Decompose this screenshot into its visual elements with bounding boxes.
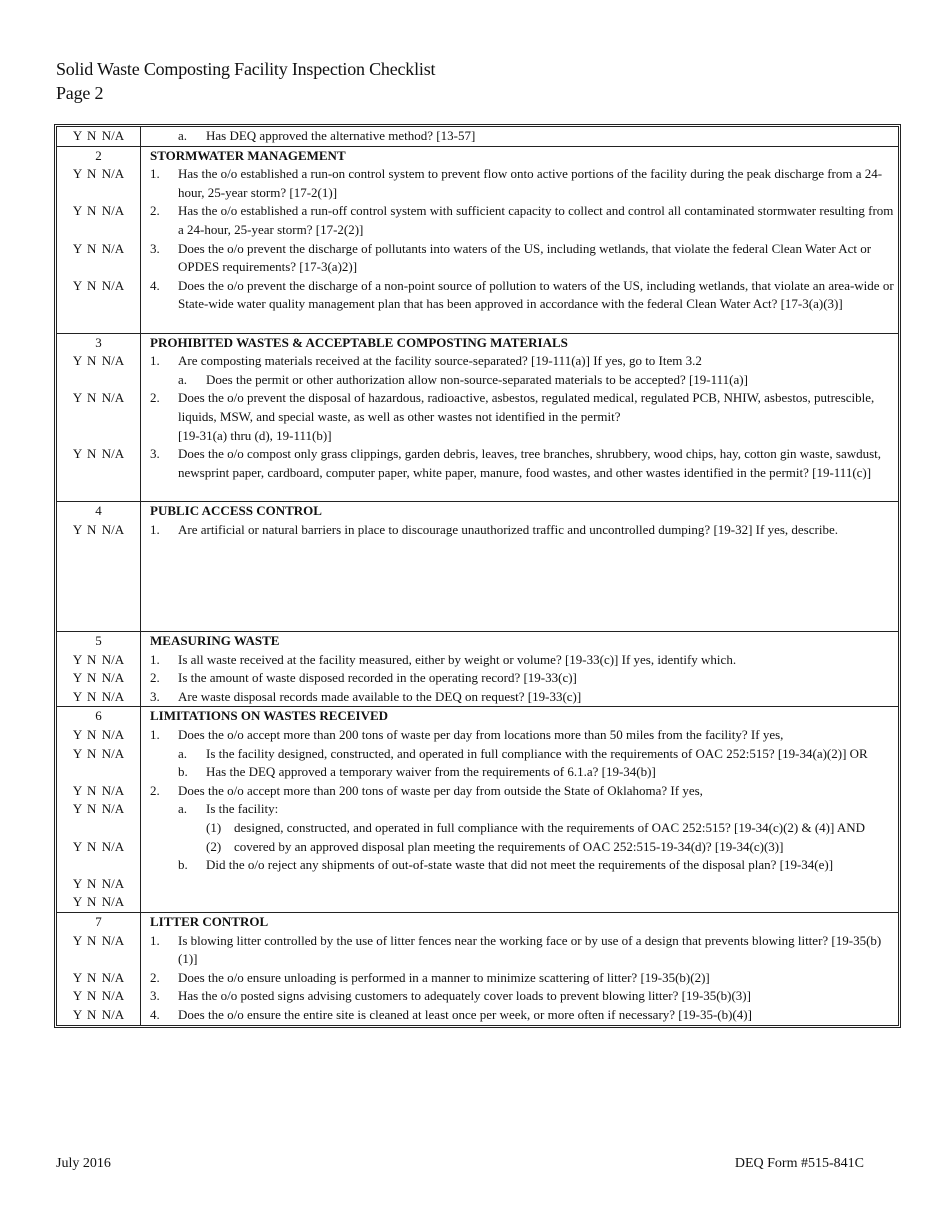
checklist-item: a. Has DEQ approved the alternative method? [13-57] xyxy=(178,128,476,143)
checklist-item: 4. Does the o/o prevent the discharge of a non-point source of pollution to waters of the US, including wetlands, that violate an area-wide or State-wide water quality management plan that has been approved in accordance with the federal Clean Water Act? [17-3(a)(3)] xyxy=(150,277,894,312)
checklist-item: 1. Does the o/o accept more than 200 tons of waste per day from locations more than 50 miles from the facility? If yes, xyxy=(150,727,784,743)
section-title: LIMITATIONS ON WASTES RECEIVED xyxy=(150,708,389,724)
checklist-item: 3. Does the o/o compost only grass clippings, garden debris, leaves, tree branches, shrubbery, wood chips, hay, cotton gin waste, sawdust, newsprint paper, cardboard, computer paper, white paper, manure, food wastes, and other wastes identified in the permit? [19-111(c)] xyxy=(150,446,882,480)
yn-options[interactable]: Y N N/A xyxy=(72,727,125,743)
yn-options[interactable]: Y N N/A xyxy=(72,240,125,256)
checklist-item: 1. Has the o/o established a run-on control system to prevent flow onto active portions of the facility during the peak discharge from a 24-hour, 25-year storm? [17-2(1)] xyxy=(150,166,883,200)
checklist-item: 2. Does the o/o ensure unloading is performed in a manner to minimize scattering of litter? [19-35(b)(2)] xyxy=(150,969,710,985)
section-title: PUBLIC ACCESS CONTROL xyxy=(150,502,322,518)
checklist-item: (1) designed, constructed, and operated in full compliance with the requirements of OAC 252:515? [19-34(c)(2) & (4)] AND xyxy=(206,820,866,836)
checklist-item: 1. Are artificial or natural barriers in place to discourage unauthorized traffic and uncontrolled dumping? [19-32] If yes, describe. xyxy=(150,521,838,537)
checklist-item: 1. Is blowing litter controlled by the use of litter fences near the working face or by use of a design that prevents blowing litter? [19-35(b)(1)] xyxy=(150,932,882,967)
yn-options[interactable]: Y N N/A xyxy=(72,969,125,985)
section-number: 2 xyxy=(95,147,102,163)
checklist-item: 4. Does the o/o ensure the entire site is cleaned at least once per week, or more often if necessary? [19-35-(b)(4)] xyxy=(150,1006,752,1022)
yn-options[interactable]: Y N N/A xyxy=(72,838,125,854)
yn-options[interactable]: Y N N/A xyxy=(72,651,125,667)
checklist-item-citation: [19-31(a) thru (d), 19-111(b)] xyxy=(178,427,332,443)
section-title: PROHIBITED WASTES & ACCEPTABLE COMPOSTING MATERIALS xyxy=(150,334,568,350)
yn-options[interactable]: Y N N/A xyxy=(72,745,125,761)
checklist-item: 2. Is the amount of waste disposed recorded in the operating record? [19-33(c)] xyxy=(150,670,577,686)
yn-options[interactable]: Y N N/A xyxy=(72,1006,125,1022)
yn-options[interactable]: Y N N/A xyxy=(72,932,125,948)
section-number: 6 xyxy=(95,708,102,724)
checklist-item: 3. Has the o/o posted signs advising customers to adequately cover loads to prevent blowing litter? [19-35(b)(3)] xyxy=(150,988,751,1004)
section-number: 3 xyxy=(95,334,102,350)
checklist-item: 2. Has the o/o established a run-off control system with sufficient capacity to collect and control all contaminated stormwater resulting from a 24-hour, 25-year storm? [17-2(2)] xyxy=(150,203,894,237)
checklist-item: 2. Does the o/o prevent the disposal of hazardous, radioactive, asbestos, regulated medical, regulated PCB, NHIW, asbestos, putrescible, liquids, MSW, and special waste, as well as other wastes not identified in the permit? xyxy=(150,390,875,424)
footer-form-number: DEQ Form #515-841C xyxy=(734,1156,864,1171)
yn-options[interactable]: Y N N/A xyxy=(72,166,125,182)
yn-options[interactable]: Y N N/A xyxy=(72,446,125,462)
checklist-table xyxy=(54,124,901,1028)
section-number: 4 xyxy=(95,502,102,518)
yn-options[interactable]: Y N N/A xyxy=(72,353,125,369)
section-title: STORMWATER MANAGEMENT xyxy=(150,147,346,163)
checklist-item: a. Is the facility: xyxy=(178,801,279,817)
yn-options[interactable]: Y N N/A xyxy=(72,203,125,219)
yn-options[interactable]: Y N N/A xyxy=(72,670,125,686)
yn-options[interactable]: Y N N/A xyxy=(72,521,125,537)
checklist-item: 1. Is all waste received at the facility measured, either by weight or volume? [19-33(c)] If yes, identify which. xyxy=(150,651,737,667)
checklist-item: 1. Are composting materials received at the facility source-separated? [19-111(a)] If yes, go to Item 3.2 xyxy=(150,353,702,369)
checklist-item: a. Does the permit or other authorization allow non-source-separated materials to be accepted? [19-111(a)] xyxy=(178,371,748,387)
checklist-item: 3. Are waste disposal records made available to the DEQ on request? [19-33(c)] xyxy=(150,688,582,704)
page-header xyxy=(56,57,435,105)
yn-options[interactable]: Y N N/A xyxy=(72,801,125,817)
yn-options[interactable]: Y N N/A xyxy=(72,277,125,293)
checklist-item: a. Is the facility designed, constructed, and operated in full compliance with the requirements of OAC 252:515? [19-34(a)(2)] OR xyxy=(178,745,868,761)
yn-options[interactable]: Y N N/A xyxy=(72,782,125,798)
page-number: Page 2 xyxy=(56,83,104,103)
yn-options[interactable]: Y N N/A xyxy=(72,688,125,704)
yn-options[interactable]: Y N N/A xyxy=(72,894,125,910)
yn-options[interactable]: Y N N/A xyxy=(72,390,125,406)
yn-options[interactable]: Y N N/A xyxy=(72,128,125,143)
checklist-item: b. Has the DEQ approved a temporary waiver from the requirements of 6.1.a? [19-34(b)] xyxy=(178,764,656,780)
section-number: 5 xyxy=(95,633,102,649)
checklist-item: 3. Does the o/o prevent the discharge of pollutants into waters of the US, including wetlands, that violate the federal Clean Water Act or OPDES requirements? [17-3(a)2)] xyxy=(150,240,872,275)
section-title: MEASURING WASTE xyxy=(150,633,280,649)
section-number: 7 xyxy=(95,914,102,930)
yn-options[interactable]: Y N N/A xyxy=(72,875,125,891)
yn-options[interactable]: Y N N/A xyxy=(72,988,125,1004)
description-area[interactable] xyxy=(150,539,894,631)
checklist-item: 2. Does the o/o accept more than 200 tons of waste per day from outside the State of Oklahoma? If yes, xyxy=(150,782,703,798)
checklist-item: (2) covered by an approved disposal plan meeting the requirements of OAC 252:515-19-34(d)? [19-34(c)(3)] xyxy=(206,838,784,854)
document-title: Solid Waste Composting Facility Inspection Checklist xyxy=(56,59,436,79)
checklist-item: b. Did the o/o reject any shipments of out-of-state waste that did not meet the requirements of the disposal plan? [19-34(e)] xyxy=(178,857,834,873)
section-title: LITTER CONTROL xyxy=(150,914,269,930)
footer-date: July 2016 xyxy=(56,1156,111,1171)
